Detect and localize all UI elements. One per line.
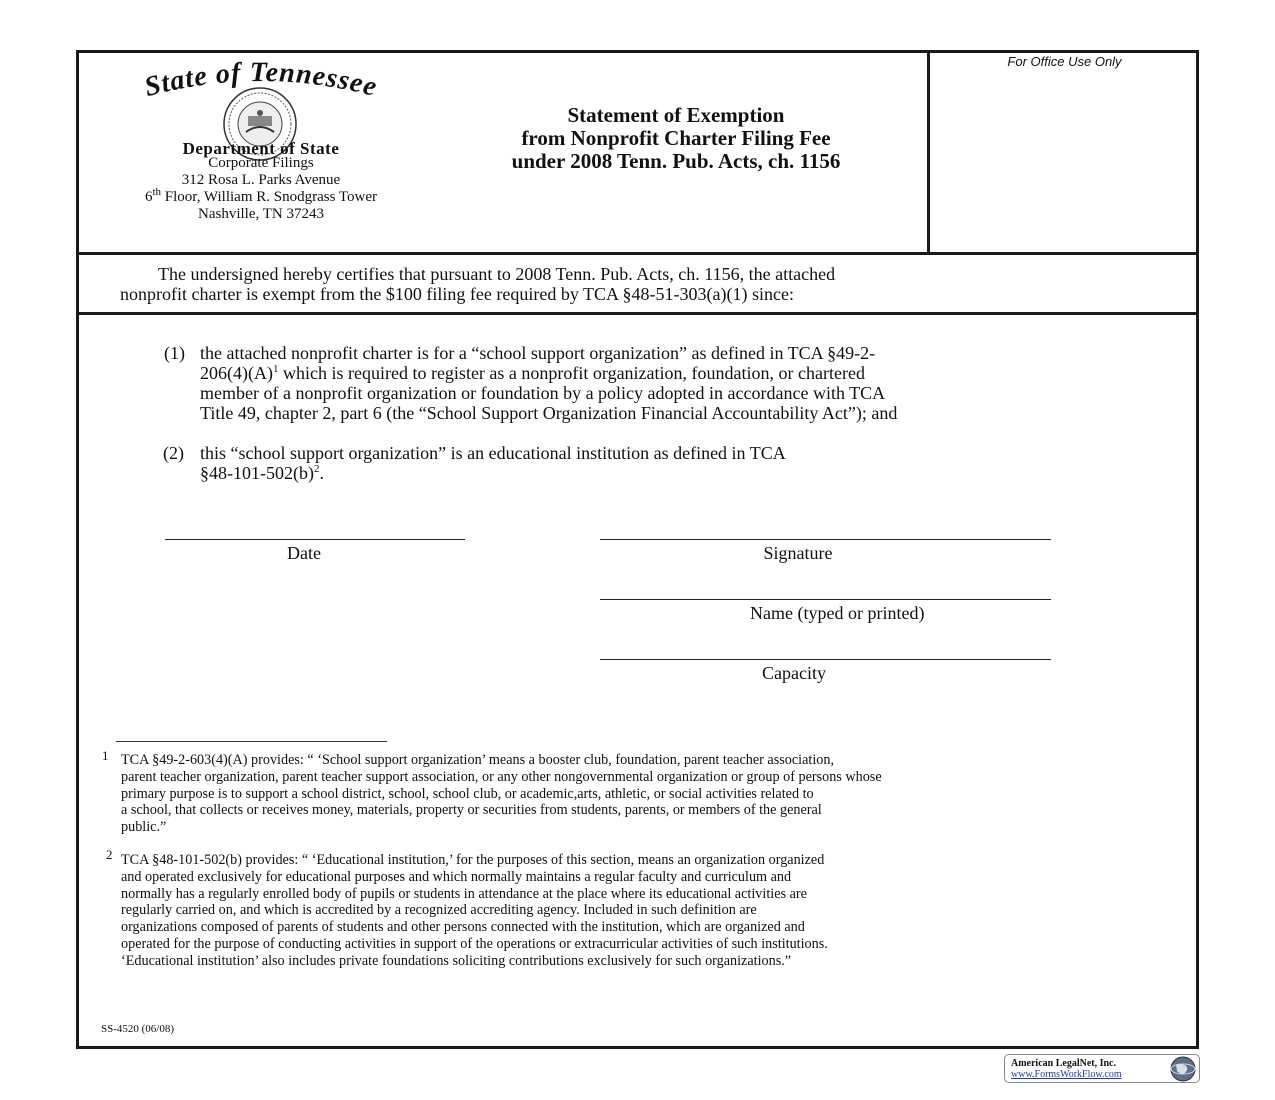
signature-label: Signature [763, 543, 833, 563]
item-number: (1) [164, 343, 185, 363]
address-line-3: 6th Floor, William R. Snodgrass Tower [144, 186, 377, 205]
footnote-1-mark: 1 [102, 748, 109, 763]
name-field[interactable] [600, 599, 1051, 600]
form-title-line-2: from Nonprofit Charter Filing Fee [521, 126, 831, 150]
address-line-4: Nashville, TN 37243 [198, 206, 324, 222]
footnote-1 [121, 752, 1183, 836]
form-title [432, 104, 920, 173]
footnote-2-line: regularly carried on, and which is accredited by a recognized accrediting agency. Included in such definition are [121, 902, 757, 919]
footnote-2-line: ‘Educational institution’ also includes private foundations soliciting contributions exclusively for such organizations.” [121, 952, 792, 969]
item-2-line-1: this “school support organization” is an educational institution as defined in TCA [200, 443, 786, 463]
footnote-1-line: a school, that collects or receives money, materials, property or securities from students, parents, or members of the general [121, 802, 822, 819]
office-use-divider [927, 52, 930, 255]
publisher-link[interactable]: www.FormsWorkFlow.com [1011, 1069, 1122, 1080]
item-number: (2) [163, 443, 184, 463]
footnote-2-line: normally has a regularly enrolled body of pupils or students in attendance at the place where its educational activities are [121, 885, 807, 902]
item-2-line-2: $\S 48-101-502(b)^2$. [200, 463, 324, 483]
capacity-label: Capacity [762, 663, 826, 683]
footnote-rule [116, 741, 387, 742]
footnote-1-line: primary purpose is to support a school district, school, school club, or academic,arts, athletic, or social activities related to [121, 785, 814, 802]
footnote-1-line: TCA §49-2-603(4)(A) provides: “ ‘School support organization’ means a booster club, foundation, parent teacher association, [121, 752, 834, 768]
item-1-line-1: the attached nonprofit charter is for a “school support organization” as defined in TCA §49-2- [200, 343, 876, 363]
footnote-2-line: TCA §48-101-502(b) provides: “ ‘Educational institution,’ for the purposes of this section, means an organization organized [121, 852, 825, 868]
form-number: SS-4520 (06/08) [101, 1023, 175, 1035]
certification-statement [110, 264, 1180, 304]
capacity-field[interactable] [600, 659, 1051, 660]
form-title-line-3: under 2008 Tenn. Pub. Acts, ch. 1156 [511, 149, 841, 173]
state-title-text: State of Tennessee [141, 58, 381, 104]
footnote-2-line: organizations composed of parents of students and other persons connected with the institution, which are organized and [121, 919, 805, 936]
date-label: Date [287, 543, 321, 563]
publisher-badge[interactable] [1004, 1054, 1200, 1083]
footnote-2-line: and operated exclusively for educational purposes and which normally maintains a regular faculty and curriculum and [121, 868, 792, 885]
certification-line-1: The undersigned hereby certifies that pursuant to 2008 Tenn. Pub. Acts, ch. 1156, the attached [158, 264, 836, 284]
certification-line-2: nonprofit charter is exempt from the $100 filing fee required by TCA §48-51-303(a)(1) since: [120, 284, 794, 304]
footnote-ref-1: 1 [272, 363, 279, 375]
footnote-1-line: public.” [121, 819, 167, 836]
publisher-name: American LegalNet, Inc. [1011, 1058, 1116, 1069]
form-title-line-1: Statement of Exemption [567, 103, 785, 127]
footnote-ref-2: 2 [313, 463, 320, 475]
header-divider [78, 252, 1197, 255]
address-line-1: Corporate Filings [208, 155, 314, 171]
department-name: Department of State [182, 139, 340, 158]
item-1-line-4: Title 49, chapter 2, part 6 (the “School Support Organization Financial Accountability Act”); and [200, 403, 898, 423]
item-1-line-3: member of a nonprofit organization or foundation by a policy adopted in accordance with TCA [200, 383, 886, 403]
item-1-line-2: $206(4)(A)^1$ which is required to register as a nonprofit organization, foundation, or chartered [200, 363, 865, 383]
certification-divider [78, 312, 1197, 315]
name-label: Name (typed or printed) [750, 603, 925, 623]
signature-field[interactable] [600, 539, 1051, 540]
globe-icon [1170, 1056, 1196, 1082]
footnote-1-line: parent teacher organization, parent teacher support association, or any other nongovernmental organization or group of persons whose [121, 768, 882, 785]
office-use-label: For Office Use Only [1007, 54, 1122, 69]
footnote-2-mark: 2 [106, 847, 113, 862]
footnote-2-line: operated for the purpose of conducting activities in support of the operations or extracurricular activities of such institutions. [121, 935, 828, 952]
footnote-2 [121, 852, 1183, 970]
date-field[interactable] [165, 539, 465, 540]
address-line-2: 312 Rosa L. Parks Avenue [181, 172, 341, 188]
